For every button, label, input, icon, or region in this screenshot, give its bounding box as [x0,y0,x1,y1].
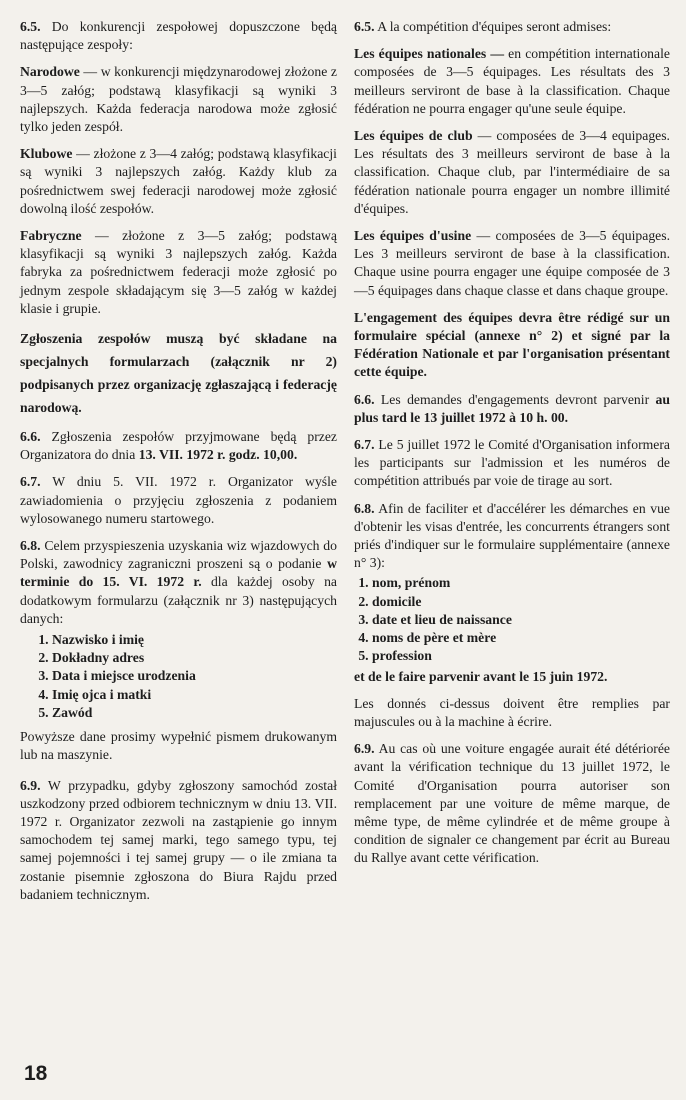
section-number: 6.7. [354,437,375,453]
paragraph-6-6-fr [354,391,670,427]
paragraph-text: Le 5 juillet 1972 le Comité d'Organisation informera les participants sur l'admission et les numéros de compétition attribués par voie de tirage au sort. [354,437,670,489]
deadline: au plus tard le 13 juillet 1972 à 10 h. 00. [354,391,670,425]
paragraph-text: W przypadku, gdyby zgłoszony samochód został uszkodzony przed odbiorem technicznym w dniu 13. VII. 1972 r. Organizator zezwoli na zastąpienie go innym samochodem tej samej marki, tego samego typu, tej samej pojemności i tej samej grupy — o ile zmiana ta zostanie pisemnie zgłoszona do Biura Rajdu przed badaniem technicznym. [20,777,337,902]
paragraph-form-instructions-fr: Les donnés ci-dessus doivent être remplies par majuscules ou à la machine à écrire. [354,695,670,729]
paragraph-national-teams-fr [354,45,670,118]
paragraph-text: Afin de faciliter et d'accélérer les démarches en vue d'obtenir les visas d'entrée, les concurrents étrangers sont priés d'indiquer sur le formulaire supplémentaire (annexe n° 3): [354,500,670,571]
lead-term: Fabryczne [20,228,82,244]
list-item: 5. Zawód [52,704,337,722]
polish-column [20,18,337,913]
section-number: 6.9. [20,777,41,793]
list-item: 1. nom, prénom [372,574,670,592]
paragraph-text: Zgłoszenia zespołów przyjmowane będą przez Organizatora do dnia [20,429,337,463]
deadline: w terminie do 15. VI. 1972 r. [20,556,337,590]
section-number: 6.5. [354,19,375,34]
list-item: 5. profession [372,647,670,665]
deadline: 13. VII. 1972 r. godz. 10,00. [138,447,298,463]
section-number: 6.7. [20,474,41,490]
paragraph-club-teams-fr [354,127,670,218]
paragraph-6-9-pl [20,777,337,904]
paragraph-text: — złożone z 3—5 załóg; podstawą klasyfikacji są wyniki 3 najlepszych załóg. Każda fabryka za pośrednictwem federacji może zgłosić po jednym zespole składającym się 3—5 załóg w każdej klasie i grupie. [20,228,337,316]
list-item: 1. Nazwisko i imię [52,631,337,649]
list-item: 2. Dokładny adres [52,649,337,667]
list-item: 4. Imię ojca i matki [52,686,337,704]
paragraph-factory-teams-pl [20,227,337,318]
paragraph-club-teams-pl [20,145,337,218]
section-number: 6.5. [20,19,41,34]
paragraph-team-entry-forms-pl: Zgłoszenia zespołów muszą być składane na specjalnych formularzach (załącznik nr 2) podpisanych przez organizację zgłaszającą i federację narodową. [20,331,337,416]
lead-term: Les équipes d'usine [354,228,472,244]
section-number: 6.8. [354,500,375,516]
list-item: 3. date et lieu de naissance [372,611,670,629]
required-data-list-fr [354,574,670,665]
paragraph-factory-teams-fr [354,227,670,300]
paragraph-text: dla każdej osoby na dodatkowym formularzu (załącznik nr 3) następujących danych: [20,574,337,626]
section-number: 6.9. [354,741,375,757]
paragraph-national-teams-pl [20,63,337,136]
section-number: 6.8. [20,538,41,554]
paragraph-text: — złożone z 3—4 załóg; podstawą klasyfikacji są wyniki 3 najlepszych załóg. Każdy klub za pośrednictwem swej federacji narodowej może zgłosić dowolną ilość zespołów. [20,146,337,216]
paragraph-text: en compétition internationale composées de 3—5 équipages. Les résultats des 3 meilleurs serviront de base à la classification. Chaque fédération ne pourra engager qu'une seule équipe. [354,46,670,116]
paragraph-6-6-pl [20,428,337,464]
paragraph-visa-deadline-fr: et de le faire parvenir avant le 15 juin 1972. [354,668,608,684]
page-number: 18 [24,1062,48,1085]
french-column [354,18,670,877]
paragraph-text: Au cas où une voiture engagée aurait été détériorée avant la vérification technique du 13 juillet 1972, le Comité d'Organisation pourra autoriser son remplacement par une voiture de même marque, de même type, de même cylindrée et de même groupe à condition de signaler ce changement par écrit au Bureau du Rallye avant cette vérification. [354,741,670,866]
paragraph-text: W dniu 5. VII. 1972 r. Organizator wyśle zawiadomienia o przyjęciu zgłoszenia z podaniem wylosowanego numeru startowego. [20,474,337,526]
list-item: 4. noms de père et mère [372,629,670,647]
list-item: 2. domicile [372,593,670,611]
paragraph-text: — composées de 3—4 equipages. Les résultats des 3 meilleurs serviront de base à la classification. Chaque club, par l'intermédiaire de sa fédération nationale pourra engager un nombre illimité d'équipes. [354,128,670,216]
lead-term: Les équipes nationales — [354,46,505,62]
paragraph-6-5-fr [354,18,670,36]
paragraph-6-5-pl [20,18,337,54]
paragraph-6-8-fr [354,500,670,573]
paragraph-team-entry-forms-fr: L'engagement des équipes devra être rédigé sur un formulaire spécial (annexe n° 2) et signé par la Fédération Nationale et par l'organisation présentant cette équipe. [354,309,670,380]
paragraph-text: — w konkurencji międzynarodowej złożone z 3—5 załóg; podstawą klasyfikacji są wyniki 3 najlepszych. Każda federacja narodowa może zgłosić tylko jeden zespół. [20,64,337,135]
list-item: 3. Data i miejsce urodzenia [52,667,337,685]
section-number: 6.6. [354,391,375,407]
paragraph-6-9-fr [354,740,670,867]
paragraph-form-instructions-pl: Powyższe dane prosimy wypełnić pismem drukowanym lub na maszynie. [20,729,337,763]
paragraph-6-8-pl [20,537,337,628]
paragraph-text: Celem przyspieszenia uzyskania wiz wjazdowych do Polski, zawodnicy zagraniczni proszeni są o podanie [20,538,337,572]
paragraph-text: A la compétition d'équipes seront admises: [374,19,612,34]
paragraph-6-7-fr [354,436,670,491]
paragraph-text: Les demandes d'engagements devront parvenir [374,391,656,407]
section-number: 6.6. [20,429,41,445]
lead-term: Klubowe [20,146,73,162]
required-data-list-pl [20,631,337,722]
paragraph-6-7-pl [20,473,337,528]
lead-term: Les équipes de club [354,128,473,144]
paragraph-text: — composées de 3—5 équipages. Les 3 meilleurs serviront de base à la classification. Chaque usine pourra engager une équipe composée de 3—5 équipages dans chaque classe et dans chaque groupe. [354,228,670,298]
lead-term: Narodowe [20,64,80,80]
paragraph-text: Do konkurencji zespołowej dopuszczone będą następujące zespoły: [20,19,337,53]
